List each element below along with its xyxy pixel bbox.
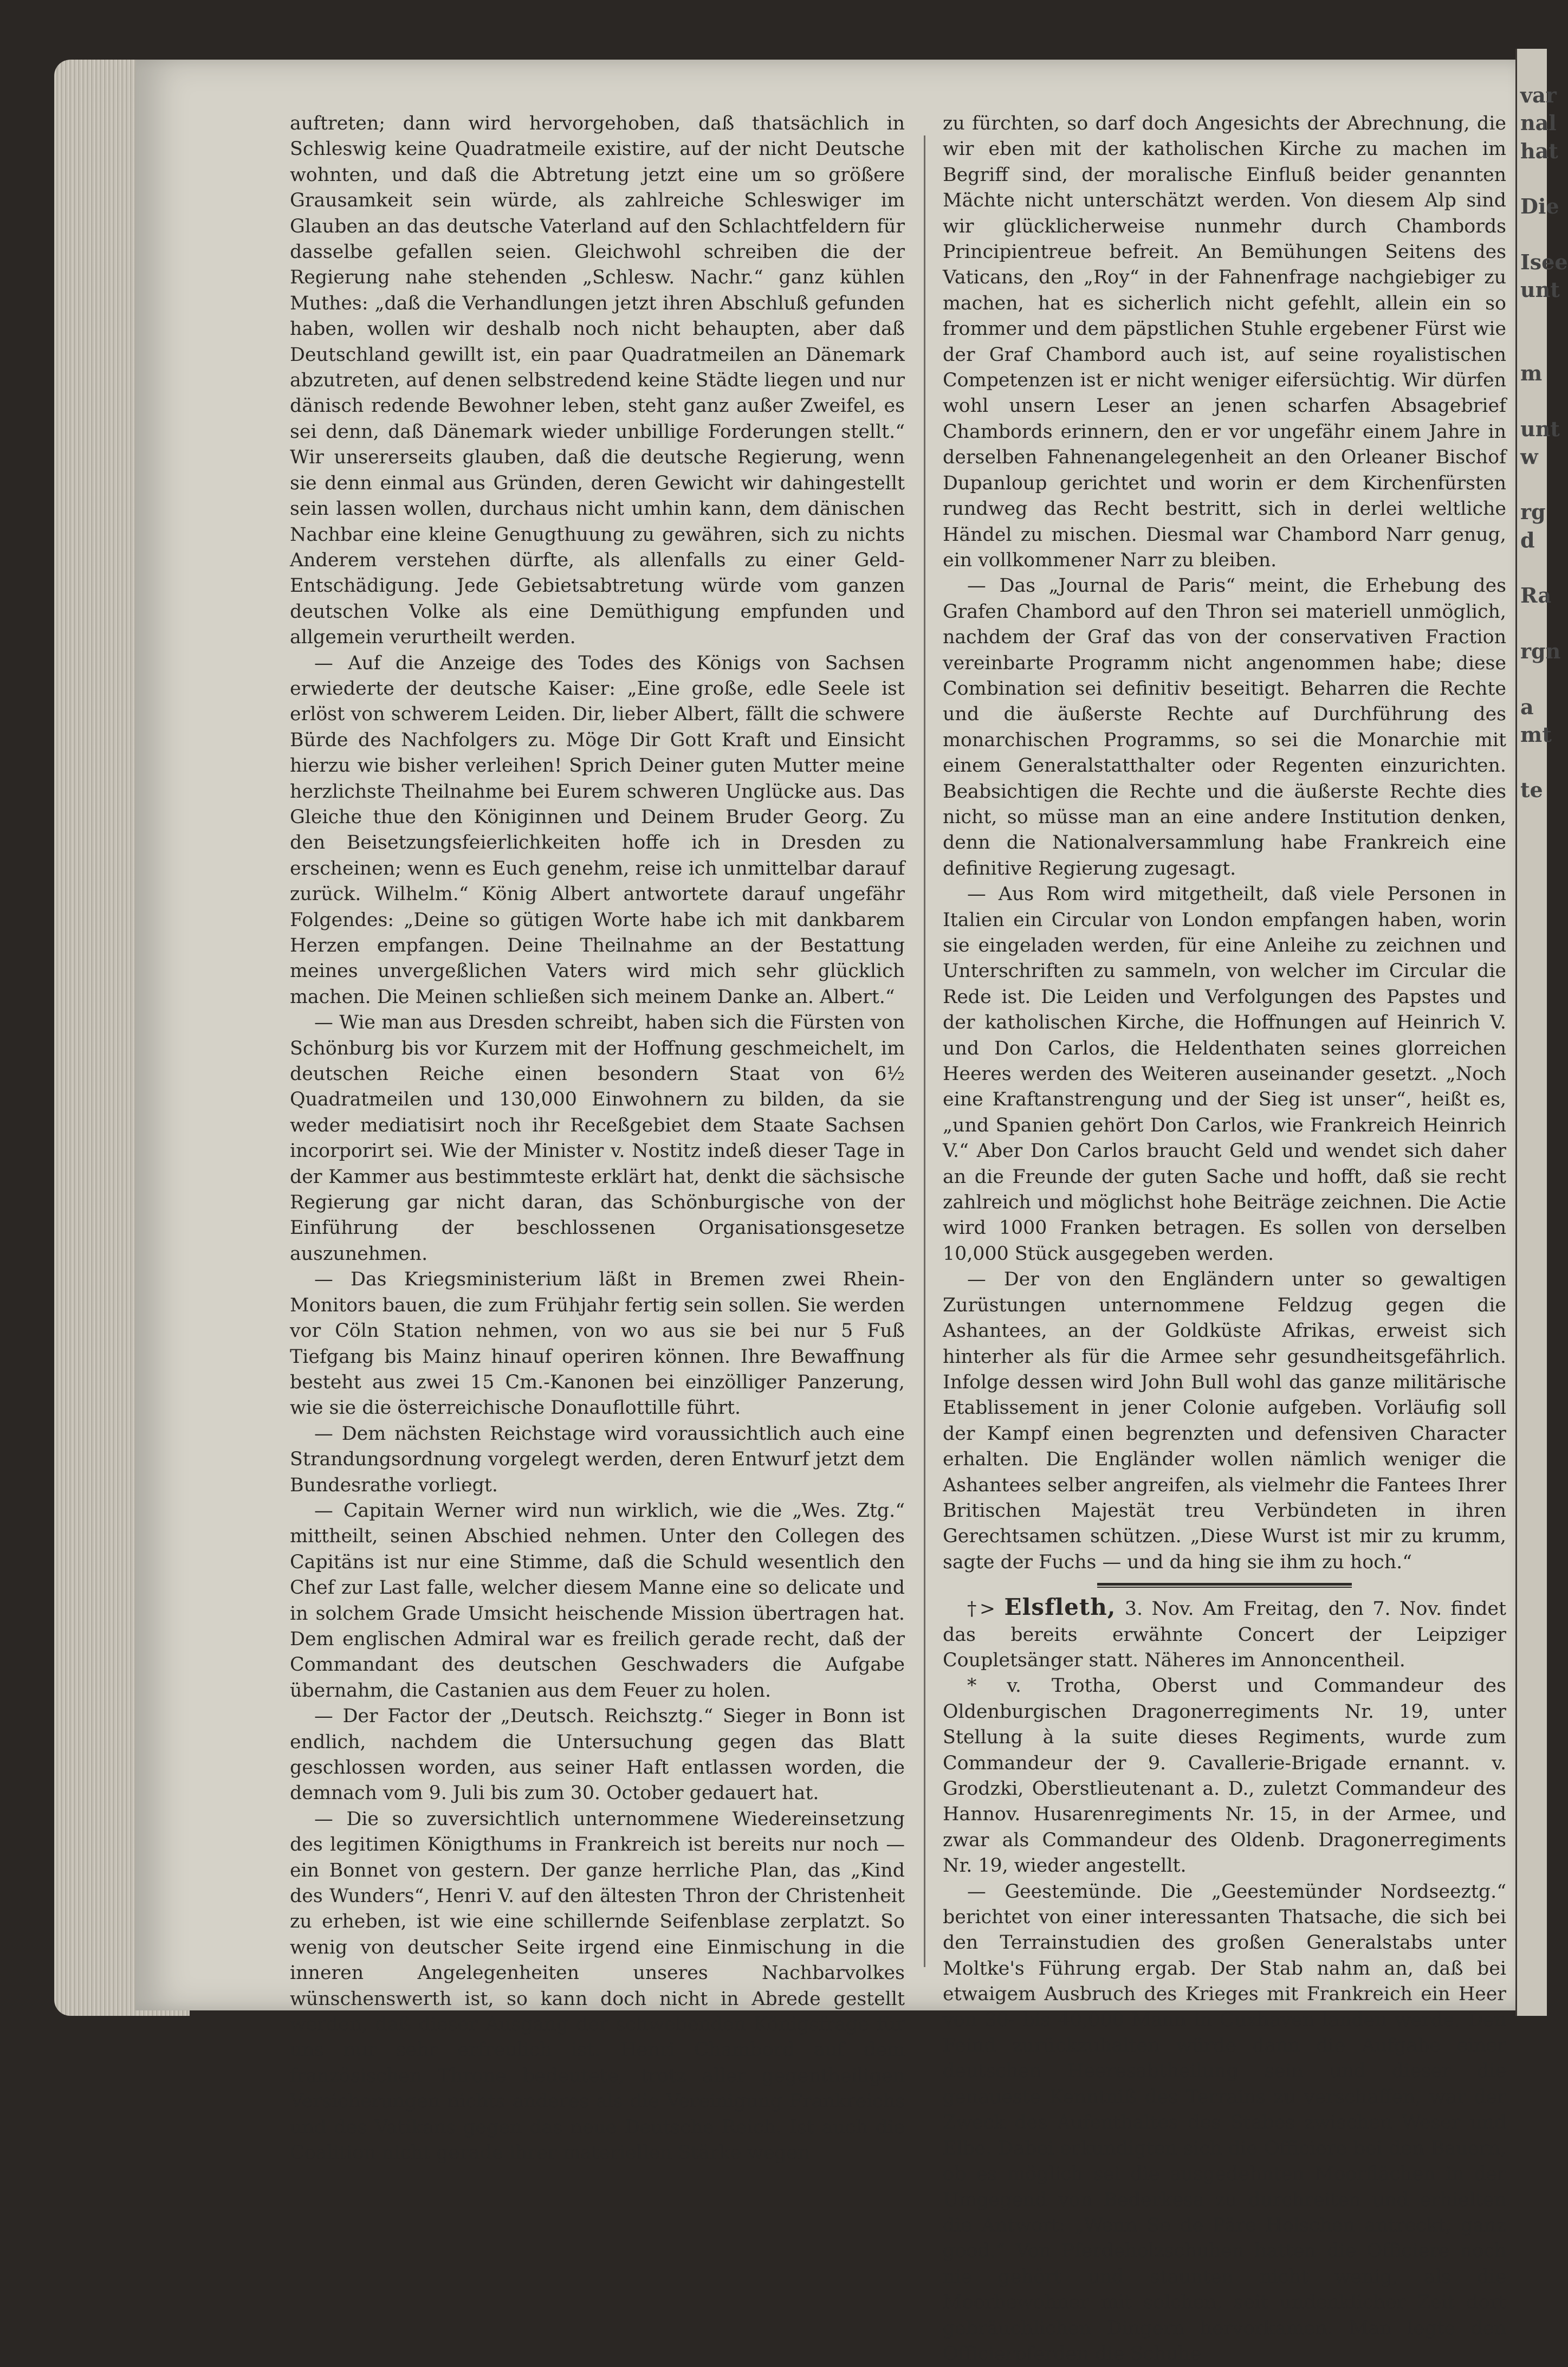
article-paragraph: — Der von den Engländern unter so gewaltigen Zurüstungen unternommene Feldzug gegen die Ashantees, an der Goldküste Afrikas, erweist sich hinterher als für die Armee sehr gesundheitsgefährlich. Infolge dessen wird John Bull wohl das ganze militärische Etablissement in jener Colonie aufgeben. Vorläufig soll der Kampf einen begrenzten und defensiven Character erhalten. Die Engländer wollen nämlich weniger die Ashantees selber angreifen, als vielmehr die Fantees Ihrer Britischen Majestät treu Verbündeten in ihren Gerechtsamen schützen. „Diese Wurst ist mir zu krumm, sagte der Fuchs — und da hing sie ihm zu hoch.“ [943,1269,1506,1573]
column-divider [924,135,925,1967]
dateline-text: 3. Nov. Am Freitag, den 7. Nov. findet das bereits erwähnte Concert der Leipziger Coupletsänger statt. Näheres im Annoncentheil. [943,1598,1506,1671]
right-column [943,111,1506,2365]
dateline-marker: †> [967,1598,1005,1620]
article-paragraph: — Auf die Anzeige des Todes des Königs von Sachsen erwiederte der deutsche Kaiser: „Eine große, edle Seele ist erlöst von schwerem Leiden. Dir, lieber Albert, fällt die schwere Bürde des Nachfolgers zu. Möge Dir Gott Kraft und Einsicht hierzu wie bisher verleihen! Sprich Deiner guten Mutter meine herzlichste Theilnahme bei Eurem schweren Unglücke aus. Das Gleiche thue den Königinnen und Deinem Bruder Georg. Zu den Beisetzungsfeierlichkeiten hoffe ich in Dresden zu erscheinen; wenn es Euch genehm, reise ich unmittelbar darauf zurück. Wilhelm.“ König Albert antwortete darauf ungefähr Folgendes: „Deine so gütigen Worte habe ich mit dankbarem Herzen empfangen. Deine Theilnahme an der Bestattung meines unvergeßlichen Vaters wird mich sehr glücklich machen. Die Meinen schließen sich meinem Danke an. Albert.“ [290,652,905,1008]
next-page-edge [1515,49,1568,2016]
article-paragraph: — Capitain Werner wird nun wirklich, wie die „Wes. Ztg.“ mittheilt, seinen Abschied nehmen. Unter den Collegen des Capitäns ist nur eine Stimme, daß die Schuld wesentlich den Chef zur Last falle, welcher diesem Manne eine so delicate und in solchem Grade Umsicht heischende Mission übertragen hat. Dem englischen Admiral war es freilich gerade recht, daß der Commandant des deutschen Geschwaders die Aufgabe übernahm, die Castanien aus dem Feuer zu holen. [290,1499,905,1702]
article-paragraph: — Das Kriegsministerium läßt in Bremen zwei Rhein-Monitors bauen, die zum Frühjahr fertig sein sollen. Sie werden vor Cöln Station nehmen, von wo aus sie bei nur 5 Fuß Tiefgang bis Mainz hinauf operiren können. Ihre Bewaffnung besteht aus zwei 15 Cm.-Kanonen bei einzölliger Panzerung, wie sie die österreichische Donauflottille führt. [290,1269,905,1419]
article-paragraph: — Die so zuversichtlich unternommene Wiedereinsetzung des legitimen Königthums in Frankreich ist bereits nur noch — ein Bonnet von gestern. Der ganze herrliche Plan, das „Kind des Wunders“, Henri V. auf den ältesten Thron der Christenheit zu erheben, ist wie eine schillernde Seifenblase zerplatzt. So wenig von deutscher Seite irgend eine Einmischung in die inneren Angelegenheiten unseres Nachbarvolkes wünschenswerth ist, so kann doch nicht in Abrede gestellt werden, daß dieser Ausgang der schwebenden Königsfrage für uns nur sehr erfreulich ist. Henri Chambord auf dem französischen Throne bedeutete, trotz aller gegentheiligen Versicherungen nichts anderes als die Vereinigung Frankreichs und des Vatikans gegen das neue Deutsche Reich. Ist auch die Coalition nicht gerade ihrer materiellen Stärke wegen [290,1808,905,2164]
article-paragraph: — Dem nächsten Reichstage wird voraussichtlich auch eine Strandungsordnung vorgelegt werden, deren Entwurf jetzt dem Bundesrathe vorliegt. [290,1422,905,1496]
article-paragraph: zu fürchten, so darf doch Angesichts der Abrechnung, die wir eben mit der katholischen Kirche zu machen im Begriff sind, der moralische Einfluß beider genannten Mächte nicht unterschätzt werden. Von diesem Alp sind wir glücklicherweise nunmehr durch Chambords Principientreue befreit. An Bemühungen Seitens des Vaticans, den „Roy“ in der Fahnenfrage nachgiebiger zu machen, hat es sicherlich nicht gefehlt, allein ein so frommer und dem päpstlichen Stuhle ergebener Fürst wie der Graf Chambord auch ist, auf seine royalistischen Competenzen ist er nicht weniger eifersüchtig. Wir dürfen wohl unsern Leser an jenen scharfen Absagebrief Chambords erinnern, den er vor ungefähr einem Jahre in derselben Fahnenangelegenheit an den Orleaner Bischof Dupanloup gerichtet und worin er dem Kirchenfürsten rundweg das Recht bestritt, sich in derlei weltliche Händel zu mischen. Diesmal war Chambord Narr genug, ein vollkommener Narr zu bleiben. [943,113,1506,571]
article-paragraph: — Aus Rom wird mitgetheilt, daß viele Personen in Italien ein Circular von London empfangen haben, worin sie eingeladen werden, für eine Anleihe zu zeichnen und Unterschriften zu sammeln, von welcher im Circular die Rede ist. Die Leiden und Verfolgungen des Papstes und der katholischen Kirche, die Hoffnungen auf Heinrich V. und Don Carlos, die Heldenthaten seines glorreichen Heeres werden des Weiteren auseinander gesetzt. „Noch eine Kraftanstrengung und der Sieg ist unser“, heißt es, „und Spanien gehört Don Carlos, wie Frankreich Heinrich V.“ Aber Don Carlos braucht Geld und wendet sich daher an die Freunde der guten Sache und hofft, daß sie recht zahlreich und möglichst hohe Beiträge zeichnen. Die Actie wird 1000 Franken betragen. Es sollen von derselben 10,000 Stück ausgegeben werden. [943,883,1506,1265]
left-column [290,111,905,2164]
article-paragraph: — Der Factor der „Deutsch. Reichsztg.“ Sieger in Bonn ist endlich, nachdem die Untersuchung gegen das Blatt geschlossen worden, aus seiner Haft entlassen worden, die demnach vom 9. Juli bis zum 30. October gedauert hat. [290,1705,905,1805]
section-rule [1097,1583,1352,1588]
article-paragraph: — Wie man aus Dresden schreibt, haben sich die Fürsten von Schönburg bis vor Kurzem mit der Hoffnung geschmeichelt, im deutschen Reiche einen besondern Staat von 6½ Quadratmeilen und 130,000 Einwohnern zu bilden, da sie weder mediatisirt noch ihr Receßgebiet dem Staate Sachsen incorporirt sei. Wie der Minister v. Nostitz indeß dieser Tage in der Kammer aus bestimmteste erklärt hat, denkt die sächsische Regierung gar nicht daran, das Schönburgische von der Einführung der beschlossenen Organisationsgesetze auszunehmen. [290,1012,905,1265]
article-paragraph: * v. Trotha, Oberst und Commandeur des Oldenburgischen Dragonerregiments Nr. 19, unter Stellung à la suite dieses Regiments, wurde zum Commandeur der 9. Cavallerie-Brigade ernannt. v. Grodzki, Oberstlieutenant a. D., zuletzt Commandeur des Hannov. Husarenregiments Nr. 15, in der Armee, und zwar als Commandeur des Oldenb. Dragonerregiments Nr. 19, wieder angestellt. [943,1675,1506,1877]
local-news-dateline-paragraph [943,1594,1506,1673]
dateline-city: Elsfleth, [1004,1594,1116,1621]
article-paragraph: — Geestemünde. Die „Geestemünder Nordseeztg.“ berichtet von einer interessanten Thatsache, die sich bei den Terrainstudien des großen Generalstabs unter Moltke's Führung ergab. Der Stab nahm an, daß bei etwaigem Ausbruch des Krieges mit Frankreich ein Heer von 30- bis 40,000 Mann in Cuxhaven landen werde. Den Feind zurückzuhalten würde dann die Aufgabe einer deutschen Heeresabtheilung sein und dieser die genaueste Kenntniß des Terrains zu verschaffen, war der Zweck des Aufenthaltes des Stabes zwischen Weser und Elbe. Dabei erkundigten sich die Officiere bei den Bauern, ob es möglich sei die ausgedehnten Moorflächen in der Umgegend von Bederkesa zu durchreiten und erhielten die Antwort: „Wenn Se de Päre Holschen antreckt, ganz good.“ Von Pferdeholzschuhen hatten die Officiere noch nie gehört und staunten nicht wenig, als die Moorbewohner mit solchen, seit undenklicher Zeit dort gebräuchlichen Dingern hervorkamen. Man legte den Officierpferden die Schuhe [943,1880,1506,2365]
next-page-text-fragment: var nal hat Die Isee unt m unt w rg d Ra rgn a mt te [1520,83,1568,803]
article-paragraph: auftreten; dann wird hervorgehoben, daß thatsächlich in Schleswig keine Quadratmeile existire, auf der nicht Deutsche wohnten, und daß die Abtretung jetzt eine um so größere Grausamkeit sein würde, als zahlreiche Schleswiger im Glauben an das deutsche Vaterland auf den Schlachtfeldern für dasselbe gefallen seien. Gleichwohl schreiben die der Regierung nahe stehenden „Schlesw. Nachr.“ ganz kühlen Muthes: „daß die Verhandlungen jetzt ihren Abschluß gefunden haben, wollen wir deshalb noch nicht behaupten, aber daß Deutschland gewillt ist, ein paar Quadratmeilen an Dänemark abzutreten, auf denen selbstredend keine Städte liegen und nur dänisch redende Bewohner leben, steht ganz außer Zweifel, es sei denn, daß Dänemark wieder unbillige Forderungen stellt.“ Wir unsererseits glauben, daß die deutsche Regierung, wenn sie denn einmal aus Gründen, deren Gewicht wir dahingestellt sein lassen wollen, durchaus nicht umhin kann, dem dänischen Nachbar eine kleine Genugthuung zu gewähren, sich zu nichts Anderem verstehen dürfte, als allenfalls zu einer Geld-Entschädigung. Jede Gebietsabtretung würde vom ganzen deutschen Volke als eine Demüthigung empfunden und allgemein verurtheilt werden. [290,113,905,649]
article-paragraph: — Das „Journal de Paris“ meint, die Erhebung des Grafen Chambord auf den Thron sei materiell unmöglich, nachdem der Graf das von der conservativen Fraction vereinbarte Programm nicht angenommen habe; diese Combination sei definitiv beseitigt. Beharren die Rechte und die äußerste Rechte auf Durchführung des monarchischen Programms, so sei die Monarchie mit einem Generalstatthalter oder Regenten einzurichten. Beabsichtigen die Rechte und die äußerste Rechte dies nicht, so müsse man an eine andere Institution denken, denn die Nationalversammlung habe Frankreich eine definitive Regierung zugesagt. [943,575,1506,879]
